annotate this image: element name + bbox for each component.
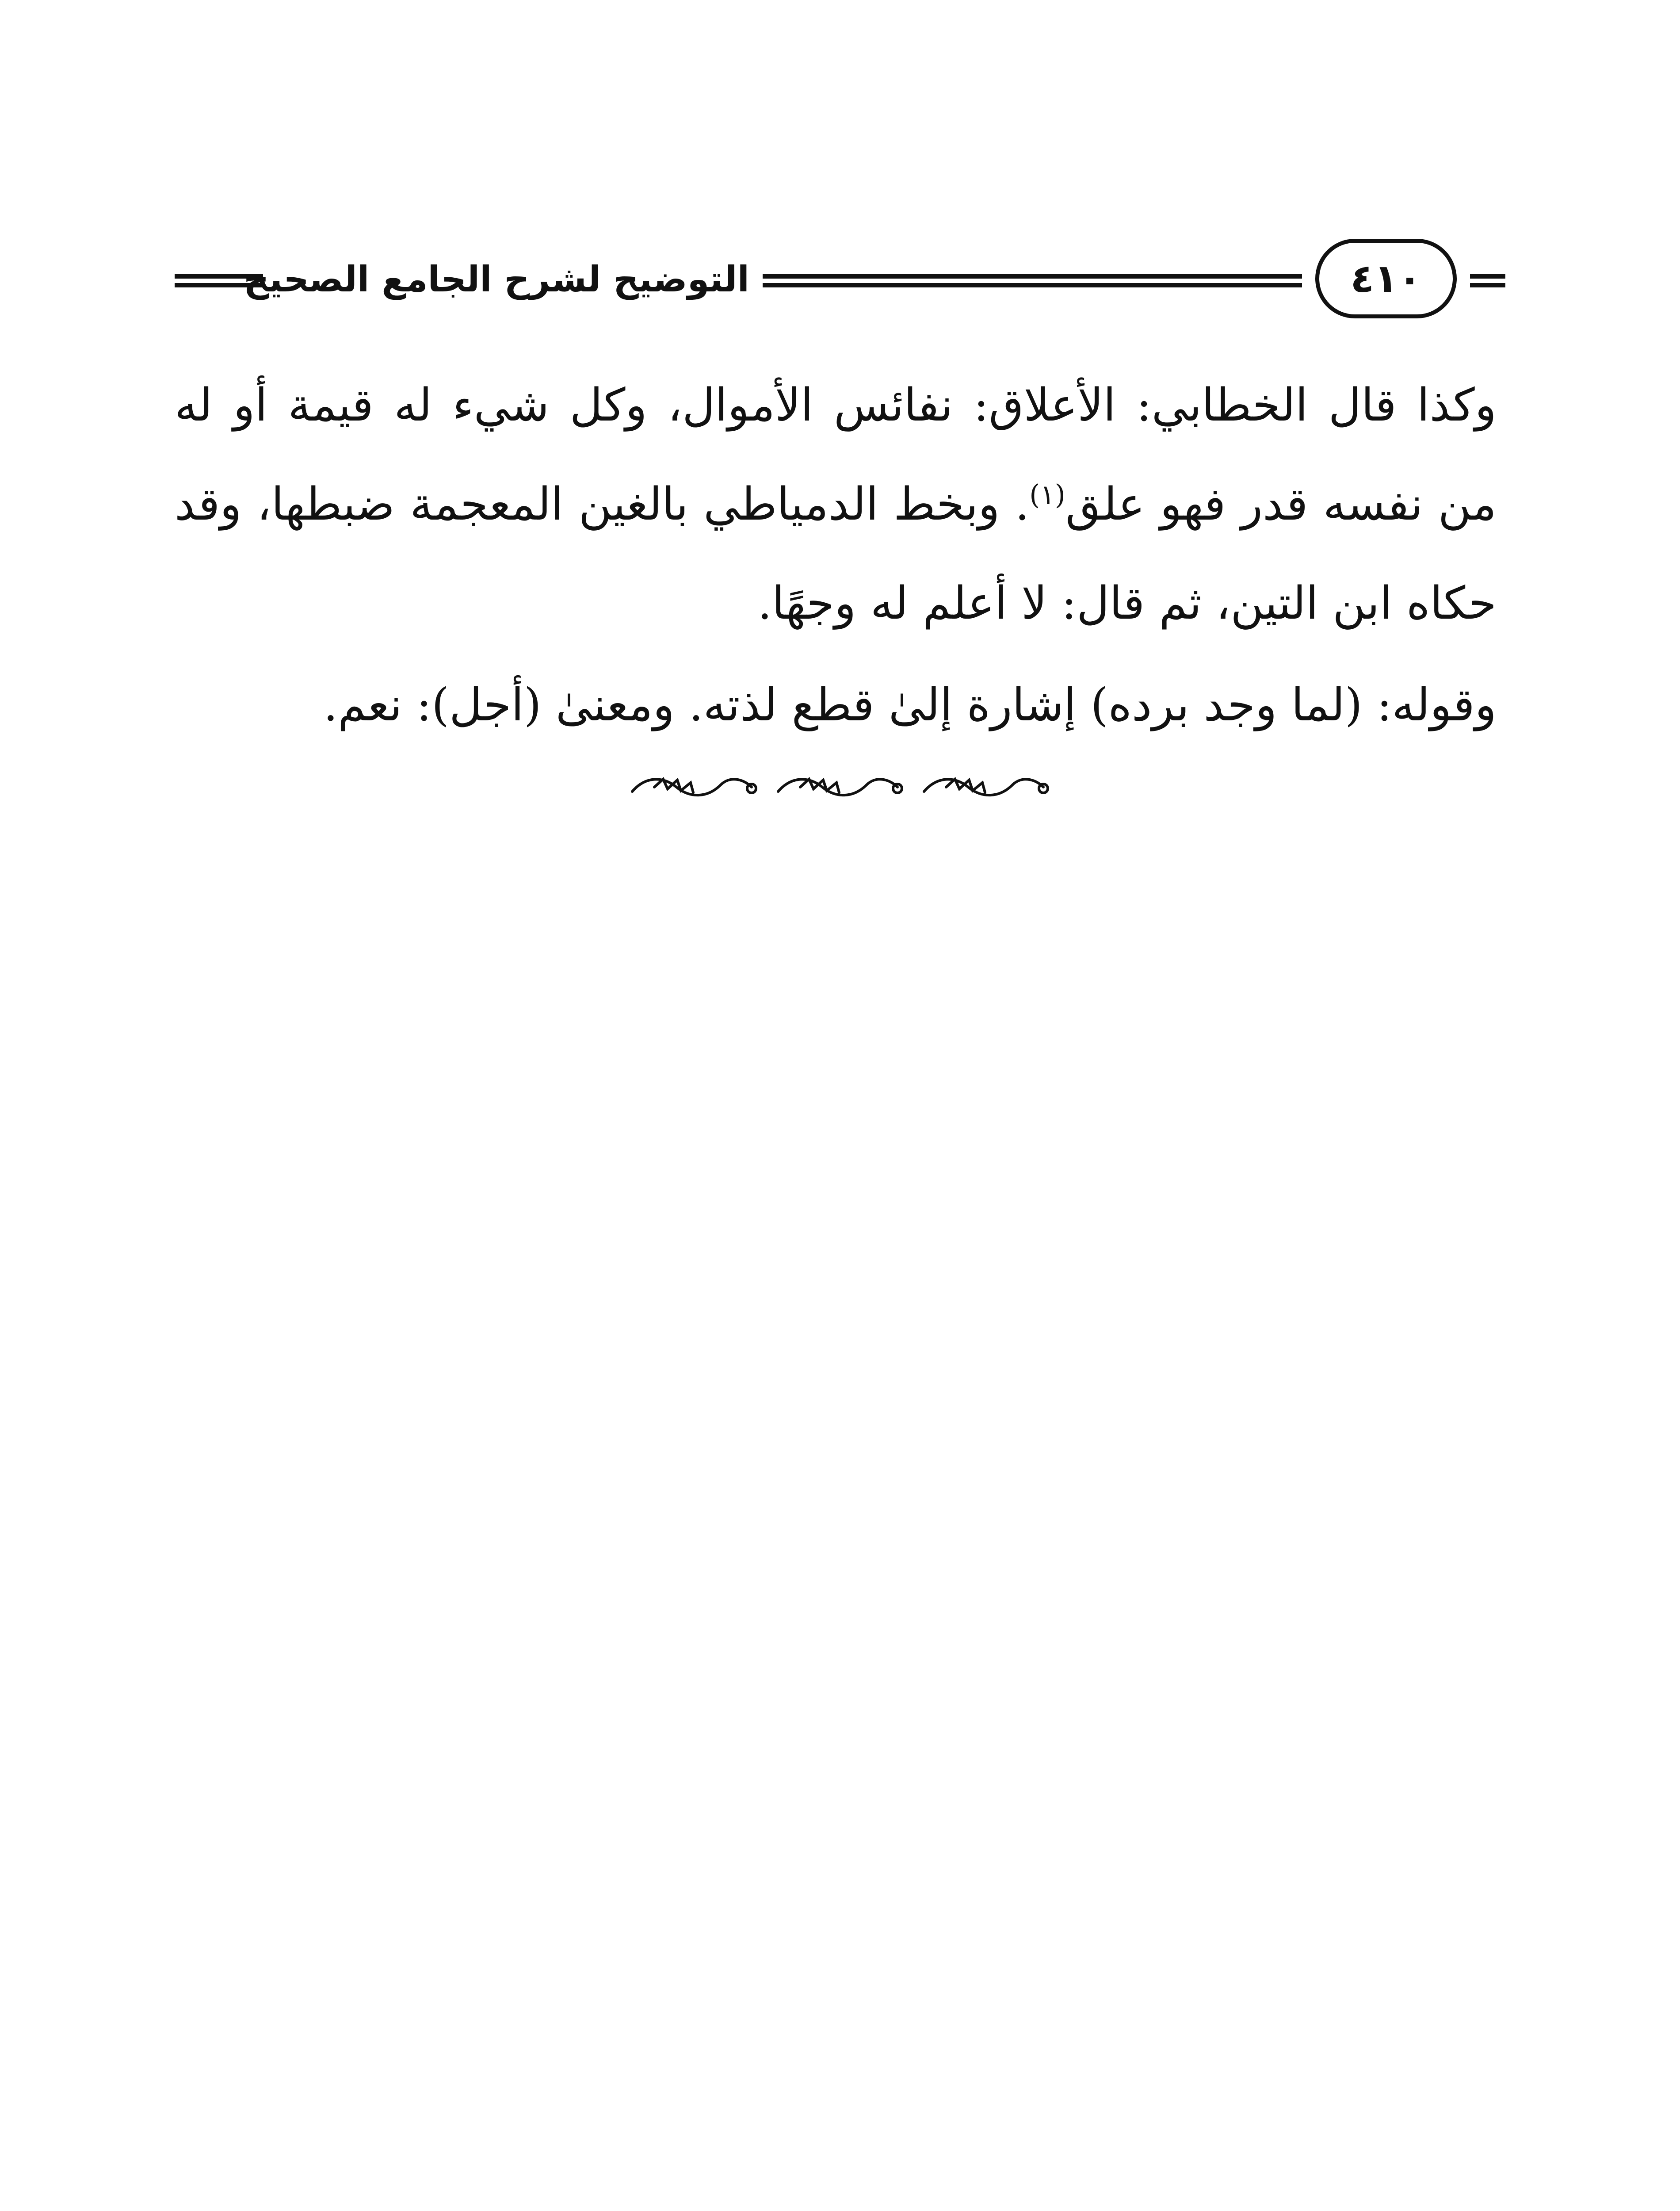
paragraph-2: وقوله: (لما وجد برده) إشارة إلىٰ قطع لذته. ومعنىٰ (أجل): نعم. bbox=[323, 679, 1497, 731]
running-header bbox=[175, 232, 1505, 334]
paragraph-1-text-after: . وبخط الدمياطي بالغين المعجمة ضبطها، وقد حكاه ابن التين، ثم قال: لا أعلم له وجهًا. bbox=[175, 478, 1497, 630]
header-rule-middle bbox=[763, 274, 1302, 287]
paragraph-1-text-before: وكذا قال الخطابي: الأعلاق: نفائس الأموال، وكل شيء له قيمة أو له من نفسه قدر فهو علق bbox=[175, 379, 1497, 531]
page-number: ٤١٠ bbox=[1350, 256, 1422, 301]
main-text bbox=[175, 356, 1497, 755]
paragraph-1 bbox=[175, 356, 1497, 653]
page-number-badge bbox=[1315, 239, 1457, 318]
header-rule-right bbox=[1470, 274, 1505, 287]
running-title: التوضيح لشرح الجامع الصحيح bbox=[244, 259, 749, 300]
floral-divider-icon bbox=[619, 767, 1061, 807]
floral-divider-graphic bbox=[619, 767, 1061, 807]
footnote-reference[interactable]: (١) bbox=[1029, 478, 1065, 511]
